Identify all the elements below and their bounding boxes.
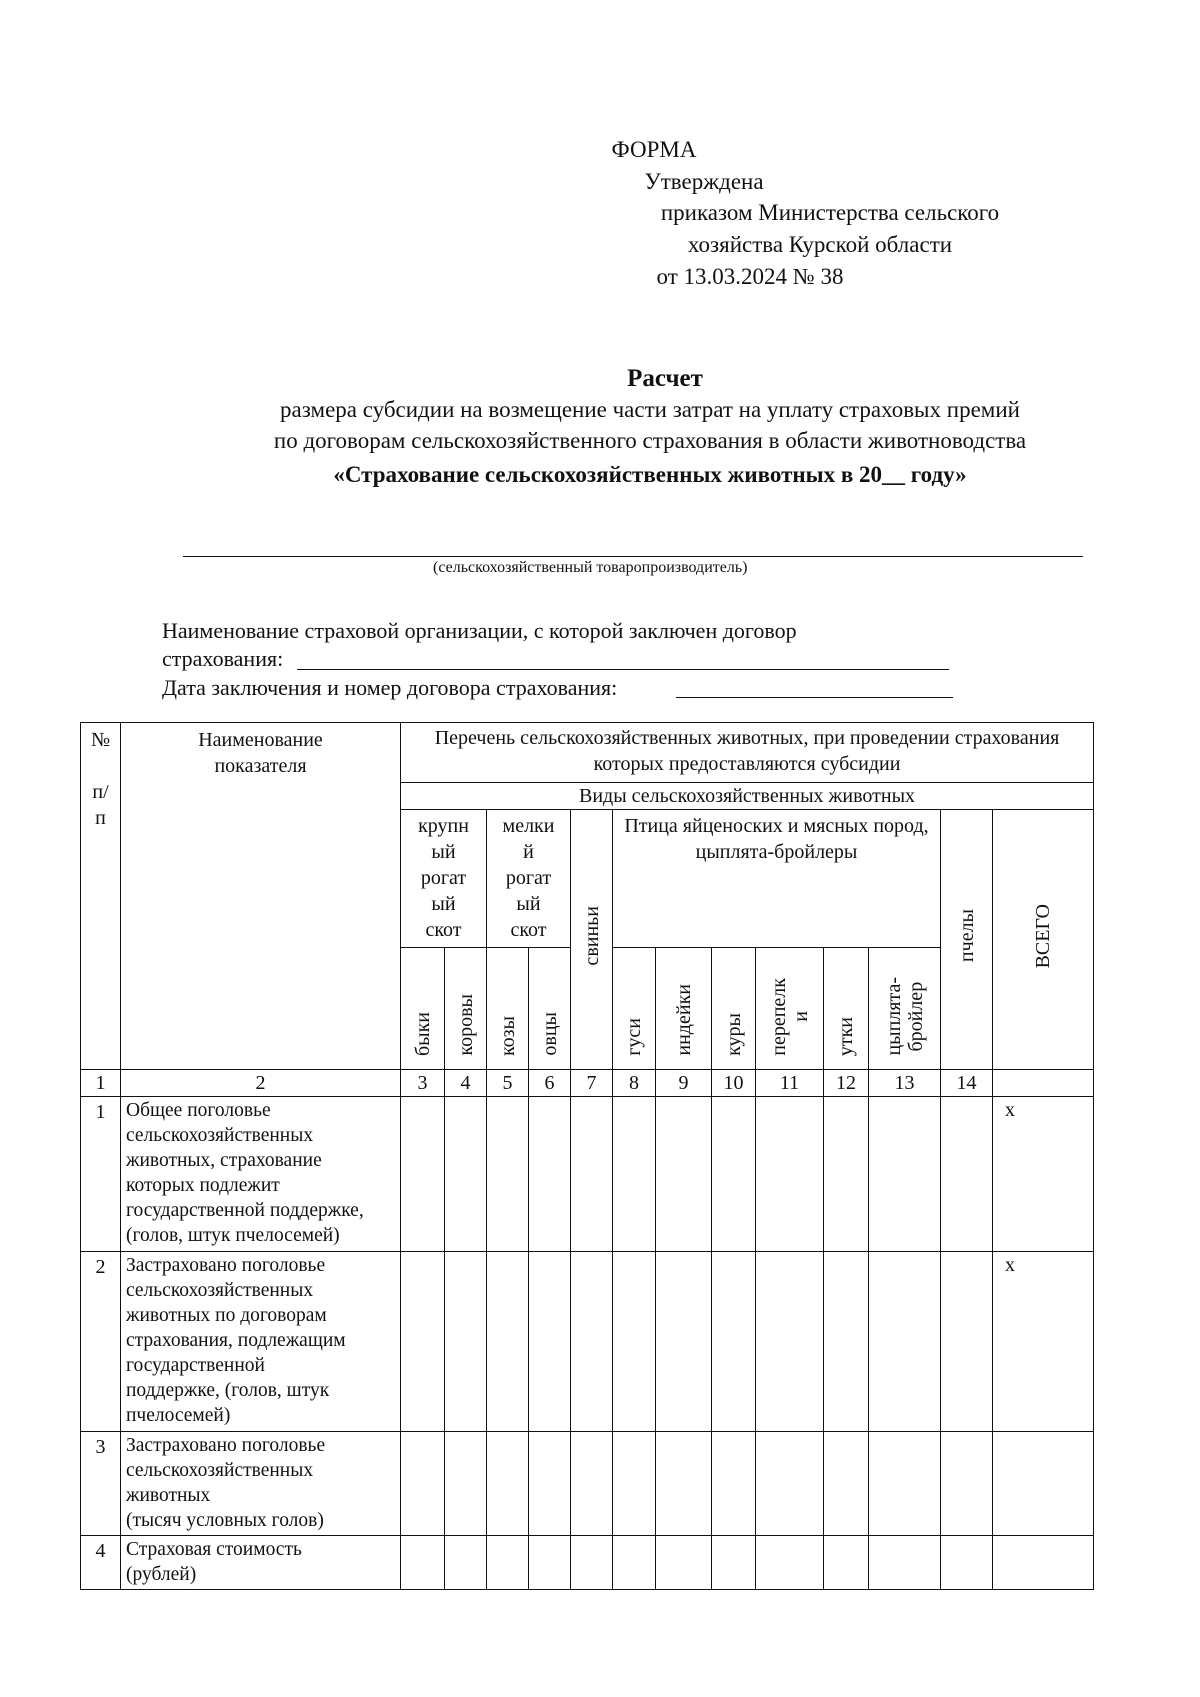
kinds-header: Виды сельскохозяйственных животных <box>401 783 1094 810</box>
data-cell[interactable] <box>869 1536 941 1590</box>
data-cell[interactable] <box>656 1536 712 1590</box>
data-cell[interactable] <box>571 1097 613 1252</box>
data-cell[interactable] <box>445 1097 487 1252</box>
data-cell[interactable] <box>824 1097 869 1252</box>
cows-label: коровы <box>454 994 477 1056</box>
data-cell[interactable] <box>445 1252 487 1432</box>
col-number: 2 <box>121 1070 401 1097</box>
data-cell[interactable] <box>941 1097 993 1252</box>
data-cell[interactable] <box>401 1097 445 1252</box>
col-number: 8 <box>613 1070 656 1097</box>
data-cell[interactable] <box>712 1432 756 1536</box>
col-number: 13 <box>869 1070 941 1097</box>
data-cell[interactable] <box>529 1432 571 1536</box>
poultry-header: Птица яйценоских и мясных пород, цыплята-бройлеры <box>613 810 941 948</box>
col-number: 10 <box>712 1070 756 1097</box>
data-cell[interactable] <box>824 1252 869 1432</box>
col-number: 14 <box>941 1070 993 1097</box>
table-row <box>81 1252 1094 1432</box>
col-number: 5 <box>487 1070 529 1097</box>
data-cell[interactable] <box>401 1536 445 1590</box>
total-cell[interactable] <box>993 1536 1094 1590</box>
total-cell[interactable]: х <box>993 1097 1094 1252</box>
data-cell[interactable] <box>487 1432 529 1536</box>
sub-sheep <box>529 948 571 1070</box>
row-name: Застраховано поголовье сельскохозяйственных животных (тысяч условных голов) <box>121 1432 401 1536</box>
data-cell[interactable] <box>941 1536 993 1590</box>
col-name-header: Наименование показателя <box>121 723 401 1070</box>
order-line-1: приказом Министерства сельского <box>660 200 1000 225</box>
data-cell[interactable] <box>529 1097 571 1252</box>
pigs-header <box>571 810 613 1070</box>
data-cell[interactable] <box>656 1097 712 1252</box>
broilers-label: цыплята- бройлер <box>882 977 927 1056</box>
col-number: 3 <box>401 1070 445 1097</box>
data-cell[interactable] <box>656 1432 712 1536</box>
order-line-3: от 13.03.2024 № 38 <box>656 264 844 289</box>
col-number <box>993 1070 1094 1097</box>
row-number: 1 <box>81 1097 121 1252</box>
data-cell[interactable] <box>487 1536 529 1590</box>
insurer-field[interactable] <box>297 669 949 670</box>
row-number: 4 <box>81 1536 121 1590</box>
col-number: 9 <box>656 1070 712 1097</box>
col-number: 4 <box>445 1070 487 1097</box>
table-row <box>81 1432 1094 1536</box>
contract-label: Дата заключения и номер договора страхования: <box>162 675 618 700</box>
turkeys-label: индейки <box>672 984 695 1056</box>
data-cell[interactable] <box>487 1097 529 1252</box>
data-cell[interactable] <box>756 1252 824 1432</box>
insurer-label-2: страхования: <box>162 646 284 671</box>
doc-heading: Расчет <box>627 365 703 392</box>
data-cell[interactable] <box>487 1252 529 1432</box>
quails-label: перепелк и <box>767 978 812 1056</box>
col-number: 7 <box>571 1070 613 1097</box>
data-cell[interactable] <box>869 1097 941 1252</box>
sub-broilers <box>869 948 941 1070</box>
bees-label: пчелы <box>955 909 978 963</box>
data-cell[interactable] <box>445 1536 487 1590</box>
row-name: Общее поголовье сельскохозяйственных животных, страхование которых подлежит государственной поддержке, (голов, штук пчелосемей) <box>121 1097 401 1252</box>
small-cattle-header: мелки й рогат ый скот <box>487 810 571 948</box>
contract-field[interactable] <box>676 697 953 698</box>
column-number-row <box>81 1070 1094 1097</box>
col-number: 1 <box>81 1070 121 1097</box>
sub-cows <box>445 948 487 1070</box>
data-cell[interactable] <box>445 1432 487 1536</box>
data-cell[interactable] <box>824 1432 869 1536</box>
data-cell[interactable] <box>401 1252 445 1432</box>
row-number: 3 <box>81 1432 121 1536</box>
sub-goats <box>487 948 529 1070</box>
table-row <box>81 1097 1094 1252</box>
geese-label: гуси <box>623 1018 645 1056</box>
data-cell[interactable] <box>571 1252 613 1432</box>
data-cell[interactable] <box>529 1252 571 1432</box>
data-cell[interactable] <box>613 1432 656 1536</box>
data-cell[interactable] <box>824 1536 869 1590</box>
sub-turkeys <box>656 948 712 1070</box>
data-cell[interactable] <box>756 1097 824 1252</box>
col-number: 12 <box>824 1070 869 1097</box>
col-number: 11 <box>756 1070 824 1097</box>
row-name: Застраховано поголовье сельскохозяйственных животных по договорам страхования, подлежащим государственной поддержке, (голов, штук пчелосемей) <box>121 1252 401 1432</box>
title-line-3: «Страхование сельскохозяйственных животных в 20__ году» <box>333 462 967 487</box>
col-no-header: № п/ п <box>81 723 121 1070</box>
pigs-label: свиньи <box>580 906 603 966</box>
data-cell[interactable] <box>571 1536 613 1590</box>
bees-header <box>941 810 993 1070</box>
sub-quails <box>756 948 824 1070</box>
row-number: 2 <box>81 1252 121 1432</box>
sheep-label: овцы <box>538 1012 561 1056</box>
sub-geese <box>613 948 656 1070</box>
bulls-label: быки <box>411 1011 434 1056</box>
producer-caption: (сельскохозяйственный товаропроизводитель) <box>433 559 748 576</box>
data-cell[interactable] <box>656 1252 712 1432</box>
data-cell[interactable] <box>613 1252 656 1432</box>
data-cell[interactable] <box>712 1252 756 1432</box>
data-cell[interactable] <box>869 1252 941 1432</box>
producer-line[interactable] <box>183 556 1083 557</box>
subsidy-table <box>80 722 1094 1590</box>
ducks-label: утки <box>835 1016 857 1056</box>
sub-ducks <box>824 948 869 1070</box>
chickens-label: куры <box>722 1013 745 1056</box>
form-label: ФОРМА <box>611 137 697 162</box>
data-cell[interactable] <box>613 1097 656 1252</box>
data-cell[interactable] <box>571 1432 613 1536</box>
total-label: ВСЕГО <box>1032 903 1055 969</box>
data-cell[interactable] <box>756 1536 824 1590</box>
order-line-2: хозяйства Курской области <box>687 232 953 257</box>
data-cell[interactable] <box>613 1536 656 1590</box>
insurer-label-1: Наименование страховой организации, с которой заключен договор <box>162 618 797 643</box>
data-cell[interactable] <box>941 1432 993 1536</box>
data-cell[interactable] <box>401 1432 445 1536</box>
data-cell[interactable] <box>712 1536 756 1590</box>
cattle-header: крупн ый рогат ый скот <box>401 810 487 948</box>
total-header <box>993 810 1094 1070</box>
sub-bulls <box>401 948 445 1070</box>
data-cell[interactable] <box>529 1536 571 1590</box>
goats-label: козы <box>496 1015 519 1056</box>
total-cell[interactable] <box>993 1432 1094 1536</box>
data-cell[interactable] <box>869 1432 941 1536</box>
approved-label: Утверждена <box>644 169 764 194</box>
sub-chickens <box>712 948 756 1070</box>
total-cell[interactable]: х <box>993 1252 1094 1432</box>
title-line-1: размера субсидии на возмещение части затрат на уплату страховых премий <box>280 397 1020 422</box>
title-line-2: по договорам сельскохозяйственного страхования в области животноводства <box>273 428 1027 453</box>
data-cell[interactable] <box>756 1432 824 1536</box>
row-name: Страховая стоимость (рублей) <box>121 1536 401 1590</box>
col-number: 6 <box>529 1070 571 1097</box>
table-row <box>81 1536 1094 1590</box>
data-cell[interactable] <box>712 1097 756 1252</box>
data-cell[interactable] <box>941 1252 993 1432</box>
group-header: Перечень сельскохозяйственных животных, при проведении страхования которых предоставляются субсидии <box>401 723 1094 783</box>
